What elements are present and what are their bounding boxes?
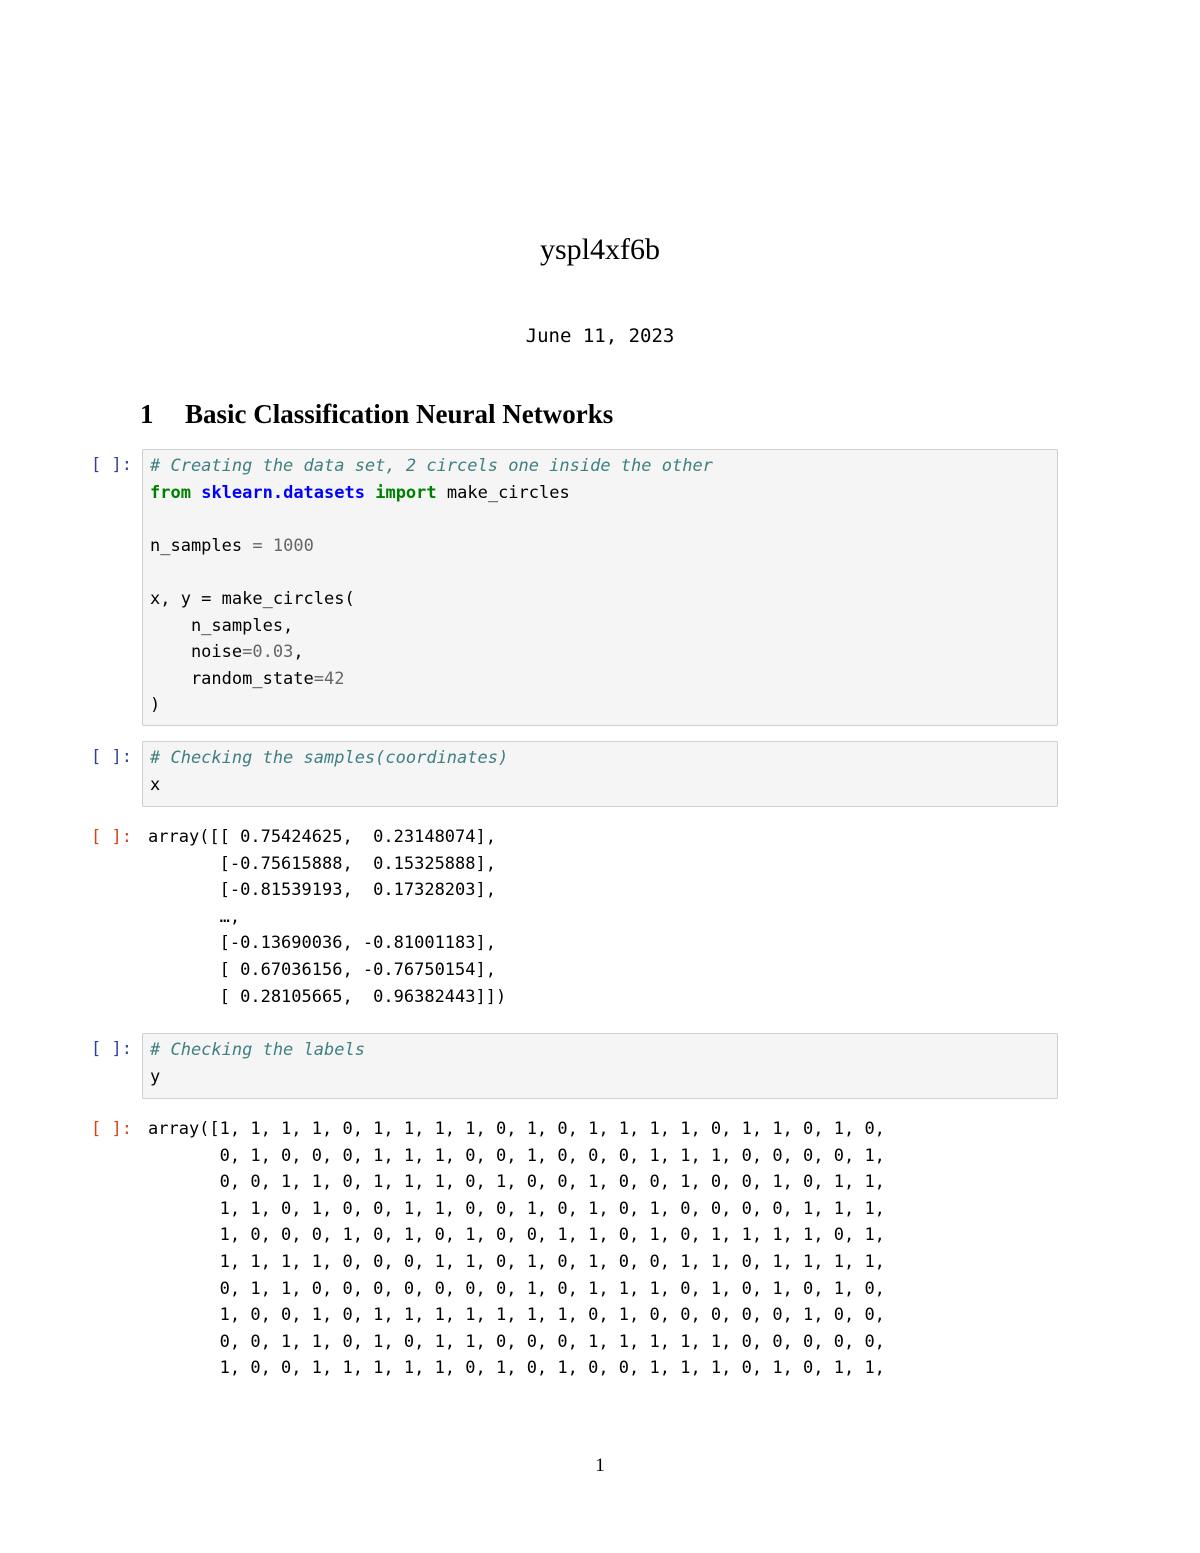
input-prompt: [ ]: [91, 747, 132, 767]
call-argument: n_samples, [150, 615, 294, 636]
code-cell[interactable] [142, 741, 1058, 807]
module-name: sklearn.datasets [201, 482, 365, 503]
variable-n-samples: n_samples [150, 535, 243, 556]
code-line: x [150, 774, 161, 795]
call-argument-name: random_state [150, 668, 314, 689]
code-source [150, 745, 1057, 798]
code-comment: # Checking the labels [150, 1040, 365, 1060]
operator-assign: = [242, 642, 253, 663]
cell-output: array([1, 1, 1, 1, 0, 1, 1, 1, 1, 0, 1, 0, 1, 1, 1, 1, 0, 1, 1, 0, 1, 0, 0, 1, 0, 0, 0, 1, 1, 1, 0, 0, 1, 0, 0, 0, 1, 1, 1, 0, 0, 0, 0, 1, 0, 0, 1, 1, 0, 1, 1, 1, 0, 1, 0, 0, 1, 0, 0, 1, 0, 0, 1, 0, 1, 1, 1, 1, 0, 1, 0, 0, 1, 1, 0, 0, 1, 0, 1, 0, 1, 0, 0, 0, 0, 1, 1, 1, 1, 0, 0, 0, 1, 0, 1, 0, 1, 0, 0, 1, 1, 0, 1, 0, 1, 1, 1, 1, 0, 1, 1, 1, 1, 1, 0, 0, 0, 1, 1, 0, 1, 0, 1, 0, 0, 1, 1, 0, 1, 1, 1, 1, 0, 1, 1, 0, 0, 0, 0, 0, 0, 0, 1, 0, 1, 1, 1, 0, 1, 0, 1, 0, 1, 0, 1, 0, 0, 1, 0, 1, 1, 1, 1, 1, 1, 1, 0, 1, 0, 0, 0, 0, 0, 1, 0, 0, 0, 0, 1, 1, 0, 1, 0, 1, 1, 0, 0, 0, 1, 1, 1, 1, 1, 0, 0, 0, 0, 0, 1, 0, 0, 1, 1, 1, 1, 1, 0, 1, 0, 1, 0, 0, 1, 1, 1, 0, 1, 0, 1, 1, [148, 1119, 885, 1379]
output-prompt: [ ]: [91, 1119, 132, 1139]
operator-assign: = [252, 535, 263, 556]
number-literal: 1000 [272, 535, 314, 556]
code-source: # Creating the data set, 2 circels one inside the other from sklearn.datasets import make_circles n_samples = 1000 x, y = make_circles( n_samples, noise=0.03, random_state=42 ) [150, 456, 713, 716]
page-number: 1 [595, 1455, 605, 1476]
call-start: x, y = make_circles( [150, 588, 355, 609]
number-literal: 0.03 [252, 642, 294, 663]
call-argument-name: noise [150, 642, 243, 663]
code-comment: # Checking the samples(coordinates) [150, 748, 509, 768]
keyword-from: from [150, 482, 191, 503]
code-source [150, 1037, 1057, 1090]
document-date: June 11, 2023 [525, 325, 675, 347]
operator-assign: = [313, 668, 325, 689]
call-end: ) [150, 695, 161, 716]
section-title: Basic Classification Neural Networks [185, 399, 614, 429]
imported-name: make_circles [446, 482, 570, 503]
code-cell[interactable] [142, 1033, 1058, 1099]
input-prompt: [ ]: [91, 1039, 132, 1059]
code-cell[interactable] [142, 449, 1058, 726]
cell-output: array([[ 0.75424625, 0.23148074], [-0.75615888, 0.15325888], [-0.81539193, 0.17328203], …, [-0.13690036, -0.81001183], [ 0.67036156, -0.76750154], [ 0.28105665, 0.96382443]]) [148, 827, 507, 1007]
code-comment: # Creating the data set, 2 circels one inside the other [150, 456, 713, 476]
document-title: yspl4xf6b [540, 233, 660, 266]
code-line: y [150, 1066, 161, 1087]
output-prompt: [ ]: [91, 827, 132, 847]
section-heading [140, 396, 613, 432]
keyword-import: import [375, 482, 437, 503]
input-prompt: [ ]: [91, 455, 132, 475]
section-number: 1 [140, 399, 154, 429]
number-literal: 42 [324, 668, 345, 689]
